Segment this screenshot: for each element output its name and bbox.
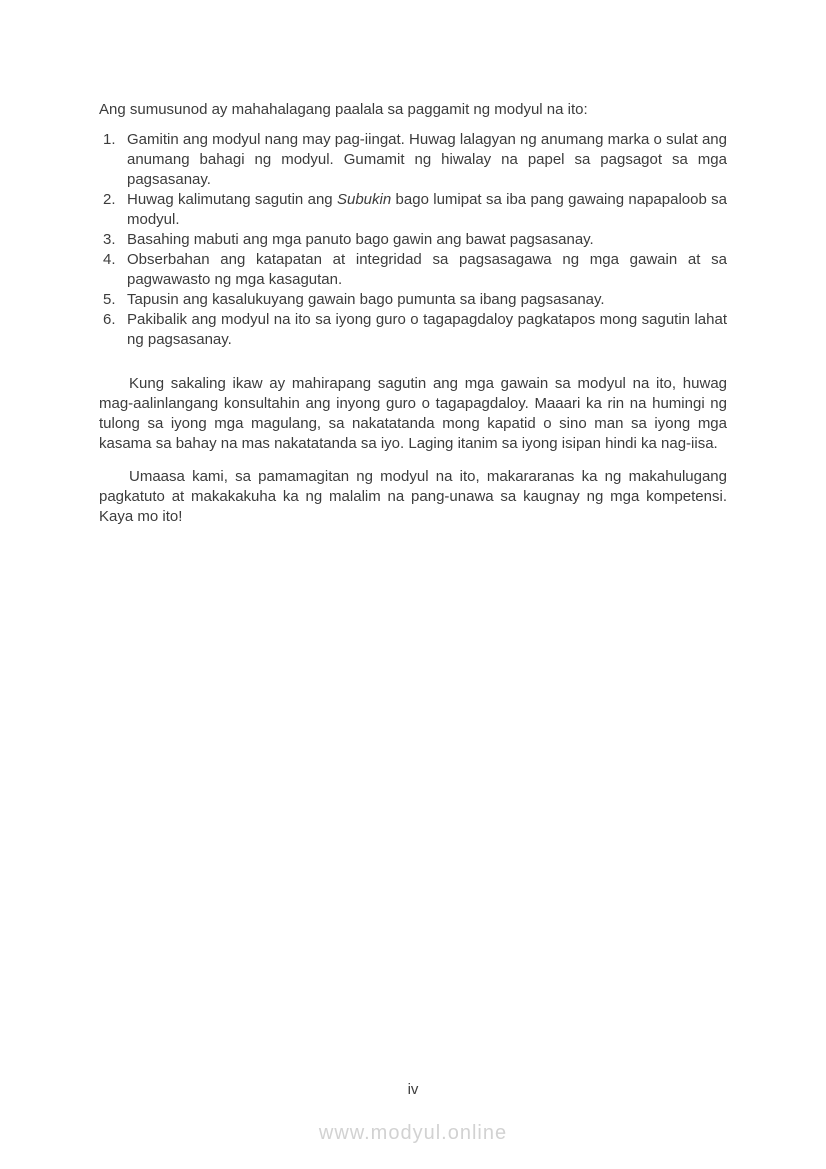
list-item-text: Basahing mabuti ang mga panuto bago gawin ang bawat pagsasanay. <box>127 231 594 248</box>
list-item <box>99 190 727 230</box>
list-item-text: Pakibalik ang modyul na ito sa iyong guro o tagapagdaloy pagkatapos mong sagutin lahat ng pagsasanay. <box>127 311 727 348</box>
list-item-text <box>127 190 727 230</box>
list-item-number: 4. <box>103 251 116 268</box>
list-item <box>99 250 727 290</box>
list-item-text: Gamitin ang modyul nang may pag-iingat. Huwag lalagyan ng anumang marka o sulat ang anumang bahagi ng modyul. Gumamit ng hiwalay na papel sa pagsagot sa mga pagsasanay. <box>127 131 727 188</box>
intro-text: Ang sumusunod ay mahahalagang paalala sa paggamit ng modyul na ito: <box>99 101 588 118</box>
list-item-text-post: bago lumipat sa iba pang gawaing napapaloob sa modyul. <box>127 191 727 228</box>
list-item <box>99 230 727 250</box>
body-paragraph: Kung sakaling ikaw ay mahirapang sagutin ang mga gawain sa modyul na ito, huwag mag-aalinlangang konsultahin ang inyong guro o tagapagdaloy. Maaari ka rin na humingi ng tulong sa iyong mga magulang, sa nakatatanda mong kapatid o sino man sa iyong mga kasama sa bahay na mas nakatatanda sa iyo. Laging itanim sa iyong isipan hindi ka nag-iisa. <box>99 375 727 452</box>
italic-term: Subukin <box>336 191 392 208</box>
list-item <box>99 290 727 310</box>
instructions-list <box>99 130 727 350</box>
list-item <box>99 130 727 190</box>
page-content <box>0 0 826 527</box>
body-paragraph: Umaasa kami, sa pamamagitan ng modyul na ito, makararanas ka ng makahulugang pagkatuto at makakakuha ka ng malalim na pang-unawa sa kaugnay ng mga kompetensi. Kaya mo ito! <box>99 468 727 525</box>
list-item-number: 1. <box>103 131 116 148</box>
list-item-text: Obserbahan ang katapatan at integridad sa pagsasagawa ng mga gawain at sa pagwawasto ng mga kasagutan. <box>127 251 727 288</box>
list-item-number: 5. <box>103 291 116 308</box>
list-item-number: 3. <box>103 231 116 248</box>
list-item-text: Tapusin ang kasalukuyang gawain bago pumunta sa ibang pagsasanay. <box>127 291 605 308</box>
list-item-number: 6. <box>103 311 116 328</box>
watermark-text: www.modyul.online <box>318 1122 508 1144</box>
list-item <box>99 310 727 350</box>
list-item-number: 2. <box>103 191 116 208</box>
list-item-text-pre: Huwag kalimutang sagutin ang <box>127 191 337 208</box>
page-number: iv <box>407 1081 419 1098</box>
